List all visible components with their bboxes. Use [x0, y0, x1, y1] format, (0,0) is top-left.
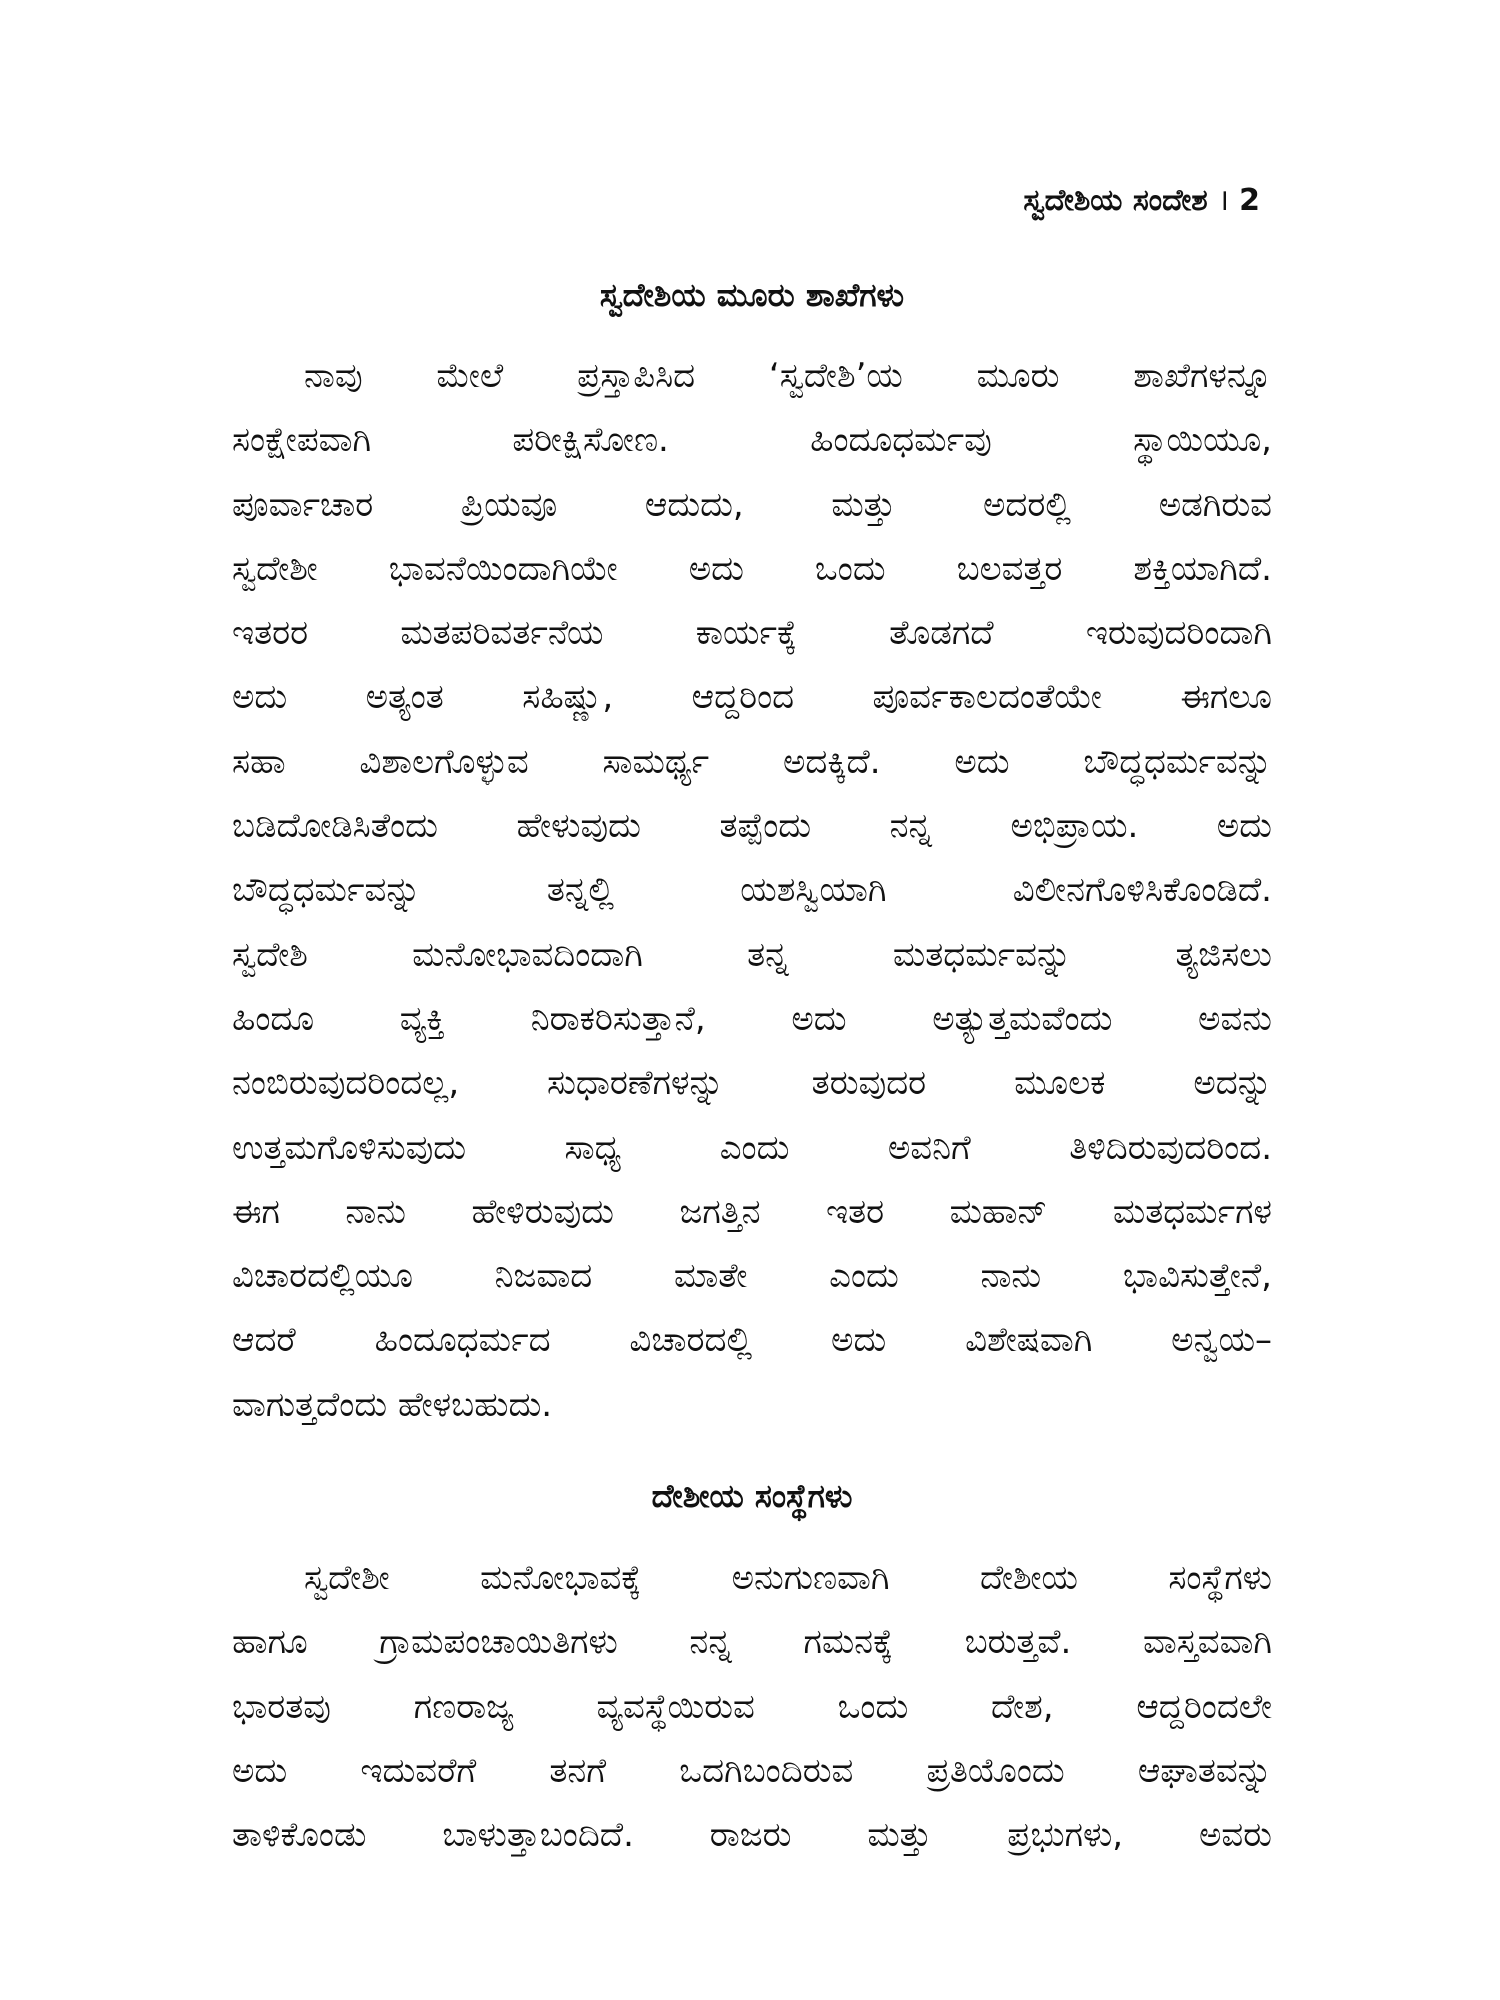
text-line: ಆದರೆ ಹಿಂದೂಧರ್ಮದ ವಿಚಾರದಲ್ಲಿ ಅದು ವಿಶೇಷವಾಗಿ ಅನ್ವಯ–: [232, 1320, 1272, 1361]
section-1-body: [232, 344, 1272, 1437]
header-separator: ।: [1217, 183, 1230, 218]
text-line: ಈಗ ನಾನು ಹೇಳಿರುವುದು ಜಗತ್ತಿನ ಇತರ ಮಹಾನ್ ಮತಧರ್ಮಗಳ: [232, 1191, 1272, 1232]
text-line: ನಂಬಿರುವುದರಿಂದಲ್ಲ, ಸುಧಾರಣೆಗಳನ್ನು ತರುವುದರ ಮೂಲಕ ಅದನ್ನು: [232, 1063, 1272, 1104]
text-line: ಸಹಾ ವಿಶಾಲಗೊಳ್ಳುವ ಸಾಮರ್ಥ್ಯ ಅದಕ್ಕಿದೆ. ಅದು ಬೌದ್ಧಧರ್ಮವನ್ನು: [232, 741, 1272, 782]
text-line: ಹಿಂದೂ ವ್ಯಕ್ತಿ ನಿರಾಕರಿಸುತ್ತಾನೆ, ಅದು ಅತ್ಯುತ್ತಮವೆಂದು ಅವನು: [232, 998, 1272, 1039]
text-line: ಉತ್ತಮಗೊಳಿಸುವುದು ಸಾಧ್ಯ ಎಂದು ಅವನಿಗೆ ತಿಳಿದಿರುವುದರಿಂದ.: [232, 1127, 1272, 1168]
section-heading: ಸ್ವದೇಶಿಯ ಮೂರು ಶಾಖೆಗಳು: [599, 276, 905, 314]
text-line: ಅದು ಅತ್ಯಂತ ಸಹಿಷ್ಣು, ಆದ್ದರಿಂದ ಪೂರ್ವಕಾಲದಂತೆಯೇ ಈಗಲೂ: [232, 677, 1272, 718]
text-line: ನಾವು ಮೇಲೆ ಪ್ರಸ್ತಾಪಿಸಿದ ‘ಸ್ವದೇಶಿ’ಯ ಮೂರು ಶಾಖೆಗಳನ್ನೂ: [304, 356, 1272, 396]
text-line: ಅದು ಇದುವರೆಗೆ ತನಗೆ ಒದಗಿಬಂದಿರುವ ಪ್ರತಿಯೊಂದು ಆಘಾತವನ್ನು: [232, 1750, 1272, 1791]
paragraph: [232, 1546, 1272, 1867]
text-line: ಸ್ವದೇಶೀ ಮನೋಭಾವಕ್ಕೆ ಅನುಗುಣವಾಗಿ ದೇಶೀಯ ಸಂಸ್ಥೆಗಳು: [304, 1558, 1272, 1598]
text-line: ಸ್ವದೇಶೀ ಭಾವನೆಯಿಂದಾಗಿಯೇ ಅದು ಒಂದು ಬಲವತ್ತರ ಶಕ್ತಿಯಾಗಿದೆ.: [232, 548, 1272, 589]
text-line: ತಾಳಿಕೊಂಡು ಬಾಳುತ್ತಾಬಂದಿದೆ. ರಾಜರು ಮತ್ತು ಪ್ರಭುಗಳು, ಅವರು: [232, 1815, 1272, 1856]
text-line: ಬೌದ್ಧಧರ್ಮವನ್ನು ತನ್ನಲ್ಲಿ ಯಶಸ್ವಿಯಾಗಿ ವಿಲೀನಗೊಳಿಸಿಕೊಂಡಿದೆ.: [232, 870, 1272, 911]
text-line: ಬಡಿದೋಡಿಸಿತೆಂದು ಹೇಳುವುದು ತಪ್ಪೆಂದು ನನ್ನ ಅಭಿಪ್ರಾಯ. ಅದು: [232, 806, 1272, 847]
section-2: [232, 1466, 1272, 1526]
running-header: [1023, 178, 1260, 219]
section-heading: ದೇಶೀಯ ಸಂಸ್ಥೆಗಳು: [651, 1477, 853, 1515]
text-line: ವಾಗುತ್ತದೆಂದು ಹೇಳಬಹುದು.: [232, 1384, 553, 1425]
text-line: ವಿಚಾರದಲ್ಲಿಯೂ ನಿಜವಾದ ಮಾತೇ ಎಂದು ನಾನು ಭಾವಿಸುತ್ತೇನೆ,: [232, 1256, 1272, 1297]
text-line: ಸ್ವದೇಶಿ ಮನೋಭಾವದಿಂದಾಗಿ ತನ್ನ ಮತಧರ್ಮವನ್ನು ತ್ಯಜಿಸಲು: [232, 934, 1272, 975]
paragraph: [232, 344, 1272, 1437]
text-line: ಹಾಗೂ ಗ್ರಾಮಪಂಚಾಯಿತಿಗಳು ನನ್ನ ಗಮನಕ್ಕೆ ಬರುತ್ತವೆ. ವಾಸ್ತವವಾಗಿ: [232, 1622, 1272, 1663]
text-line: ಸಂಕ್ಷೇಪವಾಗಿ ಪರೀಕ್ಷಿಸೋಣ. ಹಿಂದೂಧರ್ಮವು ಸ್ಥಾಯಿಯೂ,: [232, 420, 1272, 461]
page-number: 2: [1239, 183, 1260, 218]
text-line: ಇತರರ ಮತಪರಿವರ್ತನೆಯ ಕಾರ್ಯಕ್ಕೆ ತೊಡಗದೆ ಇರುವುದರಿಂದಾಗಿ: [232, 613, 1272, 654]
text-line: ಪೂರ್ವಾಚಾರ ಪ್ರಿಯವೂ ಆದುದು, ಮತ್ತು ಅದರಲ್ಲಿ ಅಡಗಿರುವ: [232, 484, 1272, 525]
section-2-body: [232, 1546, 1272, 1867]
text-line: ಭಾರತವು ಗಣರಾಜ್ಯ ವ್ಯವಸ್ಥೆಯಿರುವ ಒಂದು ದೇಶ, ಆದ್ದರಿಂದಲೇ: [232, 1686, 1272, 1727]
section-1: [232, 265, 1272, 325]
header-title: ಸ್ವದೇಶಿಯ ಸಂದೇಶ: [1023, 183, 1208, 218]
